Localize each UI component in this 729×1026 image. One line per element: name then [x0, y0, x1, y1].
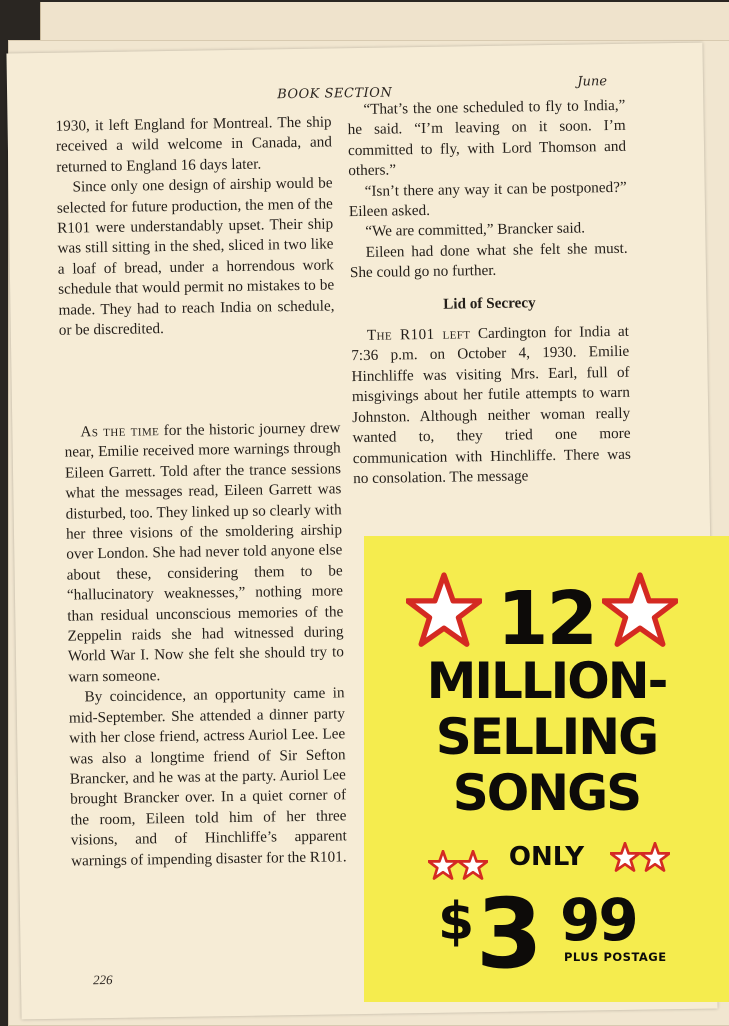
ad-only-label: ONLY	[508, 842, 585, 872]
paragraph-body: for the historic journey drew near, Emilie received more warnings through Eileen Garrett. Told after the trance sessions what the messages read, Eileen Garrett was disturbed, too. They linked up so clearly with her three visions of the smoldering airship over London. She had never told anyone else about these, considering them to be “hallucinatory weaknesses,” nothing more than residual unconscious memories of the Zeppelin raids she had witnessed during World War I. Now she felt she should try to warn someone.	[64, 419, 345, 686]
small-star-icon	[610, 842, 640, 872]
ad-headline-line: MILLION-	[426, 652, 667, 710]
price-dollar-sign: $	[438, 892, 475, 952]
page-number: 226	[92, 971, 113, 988]
paragraph-lead-in: The R101 left	[366, 325, 471, 344]
price-cents: 99	[560, 886, 637, 954]
paragraph: “That’s the one scheduled to fly to India,” he said. “I’m leaving on it soon. I’m committed to fly, with Lord Thomson and others.”	[347, 96, 627, 180]
paragraph	[351, 322, 632, 490]
left-column-bottom	[64, 418, 347, 871]
paragraph-lead-in: As the time	[80, 422, 160, 441]
paragraph: “Isn’t there any way it can be postponed?” Eileen asked.	[348, 178, 627, 221]
paragraph: 1930, it left England for Montreal. The ship received a wild welcome in Canada, and returned to England 16 days later.	[55, 113, 333, 176]
right-column	[347, 96, 631, 490]
paragraph: “We are committed,” Brancker said.	[365, 219, 586, 241]
ad-headline-line: SELLING	[435, 708, 658, 766]
paragraph: Since only one design of airship would be selected for future production, the men of the R101 were understandably upset. Their ship was still sitting in the shed, sliced in two like a loaf of bread, under a horrendous work schedule that would permit no mistakes to be made. They had to reach India on schedule, or be discredited.	[56, 174, 335, 339]
left-column-top	[55, 112, 334, 341]
section-subhead: Lid of Secrecy	[443, 293, 536, 313]
ad-headline-number: 12	[497, 576, 596, 662]
plus-postage-label: PLUS POSTAGE	[564, 950, 667, 964]
paragraph	[64, 418, 344, 688]
songs-advertisement	[364, 536, 729, 1002]
ad-headline-line: SONGS	[452, 764, 641, 822]
price-dollars: 3	[476, 878, 540, 990]
issue-month: June	[577, 74, 608, 90]
paragraph: Eileen had done what she felt she must. She could go no further.	[349, 239, 628, 282]
paragraph: By coincidence, an opportunity came in mid-September. She attended a dinner party with her close friend, actress Auriol Lee. Lee was also a longtime friend of Sir Sefton Brancker, and he was at the party. Auriol Lee brought Brancker over. In a quiet corner of the room, Eileen told him of her three visions, and of Hinchliffe’s apparent warnings of impending disaster for the R101.	[68, 684, 347, 870]
paragraph-body: Cardington for India at 7:36 p.m. on October 4, 1930. Emilie Hinchliffe was visiting Mrs. Earl, full of misgivings about her futile attempts to warn Johnston. Although neither woman really wanted to, they tried one more communication with Hinchliffe. There was no consolation. The message	[351, 322, 631, 488]
small-star-icon	[640, 842, 670, 872]
running-head: BOOK SECTION	[277, 85, 393, 103]
